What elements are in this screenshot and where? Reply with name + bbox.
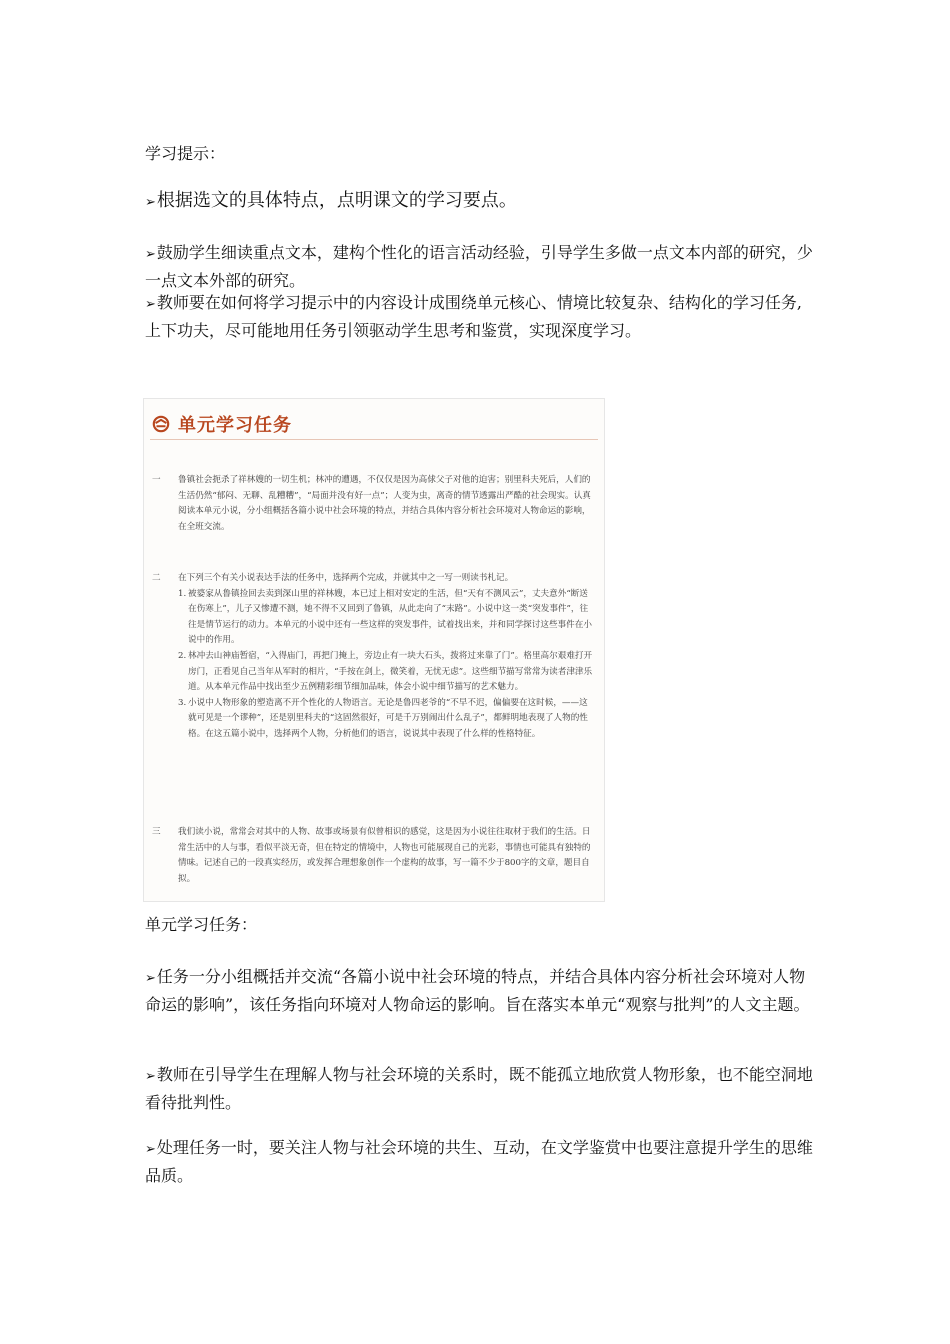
section-number: 三: [152, 827, 161, 837]
task-point-text: 教师在引导学生在理解人物与社会环境的关系时，既不能孤立地欣赏人物形象，也不能空洞地看待批判性。: [145, 1065, 813, 1112]
textbook-title: 单元学习任务: [178, 415, 292, 436]
task-section-2: [152, 571, 596, 743]
textbook-header: [152, 411, 292, 437]
sub-task-number: 3.: [178, 697, 187, 708]
sub-task-text: 林冲去山神庙暂宿，“入得庙门，再把门掩上，旁边止有一块大石头，拨将过来靠了门”。格里高尔艰难打开房门，正看见自己当年从军时的相片，“手按在剑上，微笑着，无忧无虑”。这些细节描写常常为读者津津乐道。从本单元作品中找出至少五例精彩细节细加品味，体会小说中细节描写的艺术魅力。: [188, 650, 593, 693]
task-point-text: 任务一分小组概括并交流“各篇小说中社会环境的特点，并结合具体内容分析社会环境对人物命运的影响”，该任务指向环境对人物命运的影响。旨在落实本单元“观察与批判”的人文主题。: [145, 967, 810, 1014]
arrow-bullet-icon: ➢: [145, 971, 156, 986]
prompt-point-text: 根据选文的具体特点，点明课文的学习要点。: [156, 190, 517, 211]
section-text: 在下列三个有关小说表达手法的任务中，选择两个完成，并就其中之一写一则读书札记。: [178, 573, 514, 583]
prompt-point-2: [145, 240, 813, 294]
prompt-point-text: 鼓励学生细读重点文本，建构个性化的语言活动经验，引导学生多做一点文本内部的研究，少一点文本外部的研究。: [145, 243, 813, 290]
sub-task-number: 1.: [178, 588, 187, 599]
prompt-point-3: [145, 290, 813, 344]
task-section-3: [152, 825, 596, 887]
section-number: 二: [152, 573, 161, 583]
unit-task-icon: [152, 415, 170, 433]
sub-task-1: [178, 587, 596, 649]
section-text: 我们读小说，常常会对其中的人物、故事或场景有似曾相识的感觉，这是因为小说往往取材于我们的生活。日常生活中的人与事，看似平淡无奇，但在特定的情境中，人物也可能展现自己的光彩，事情也可能具有独特的情味。记述自己的一段真实经历，或发挥合理想象创作一个虚构的故事，写一篇不少于800字的文章，题目自拟。: [178, 827, 591, 884]
arrow-bullet-icon: ➢: [145, 247, 156, 262]
task-point-3: [145, 1135, 813, 1189]
arrow-bullet-icon: ➢: [145, 1069, 156, 1084]
task-point-text: 处理任务一时，要关注人物与社会环境的共生、互动，在文学鉴赏中也要注意提升学生的思维品质。: [145, 1138, 813, 1185]
task-point-1: [145, 964, 813, 1018]
sub-task-text: 被婆家从鲁镇捡回去卖到深山里的祥林嫂，本已过上相对安定的生活，但“天有不测风云”，丈夫意外“断送在伤寒上”，儿子又惨遭不测，她不得不又回到了鲁镇，从此走向了“末路”。小说中这一类“突发事件”，往往是情节运行的动力。本单元的小说中还有一些这样的突发事件，试着找出来，并和同学探讨这些事件在小说中的作用。: [188, 588, 592, 646]
prompt-heading: 学习提示：: [145, 144, 226, 163]
task-heading: 单元学习任务：: [145, 915, 258, 934]
arrow-bullet-icon: ➢: [145, 1142, 156, 1157]
sub-task-text: 小说中人物形象的塑造离不开个性化的人物语言。无论是鲁四老爷的“不早不迟，偏偏要在这时候，——这就可见是一个谬种”，还是别里科夫的“这固然很好，可是千万别闹出什么乱子”，都鲜明地表现了人物的性格。在这五篇小说中，选择两个人物，分析他们的语言，说说其中表现了什么样的性格特征。: [188, 697, 588, 739]
header-divider: [150, 439, 598, 440]
sub-task-2: [178, 649, 596, 696]
arrow-bullet-icon: ➢: [145, 297, 156, 312]
task-section-1: [152, 473, 596, 535]
prompt-point-text: 教师要在如何将学习提示中的内容设计成围绕单元核心、情境比较复杂、结构化的学习任务,上下功夫，尽可能地用任务引领驱动学生思考和鉴赏，实现深度学习。: [145, 293, 802, 340]
arrow-bullet-icon: ➢: [145, 195, 156, 210]
section-text: 鲁镇社会扼杀了祥林嫂的一切生机；林冲的遭遇，不仅仅是因为高俅父子对他的迫害；别里科夫死后，人们的生活仍然“郁闷、无聊、乱糟糟”，“局面并没有好一点”；人变为虫，离奇的情节透露出严酷的社会现实。认真阅读本单元小说，分小组概括各篇小说中社会环境的特点，并结合具体内容分析社会环境对人物命运的影响，在全班交流。: [178, 475, 591, 532]
task-point-2: [145, 1062, 813, 1116]
prompt-point-1: [145, 187, 813, 217]
sub-task-3: [178, 696, 596, 743]
sub-task-number: 2.: [178, 650, 187, 661]
section-number: 一: [152, 475, 161, 485]
textbook-image: [143, 398, 605, 902]
